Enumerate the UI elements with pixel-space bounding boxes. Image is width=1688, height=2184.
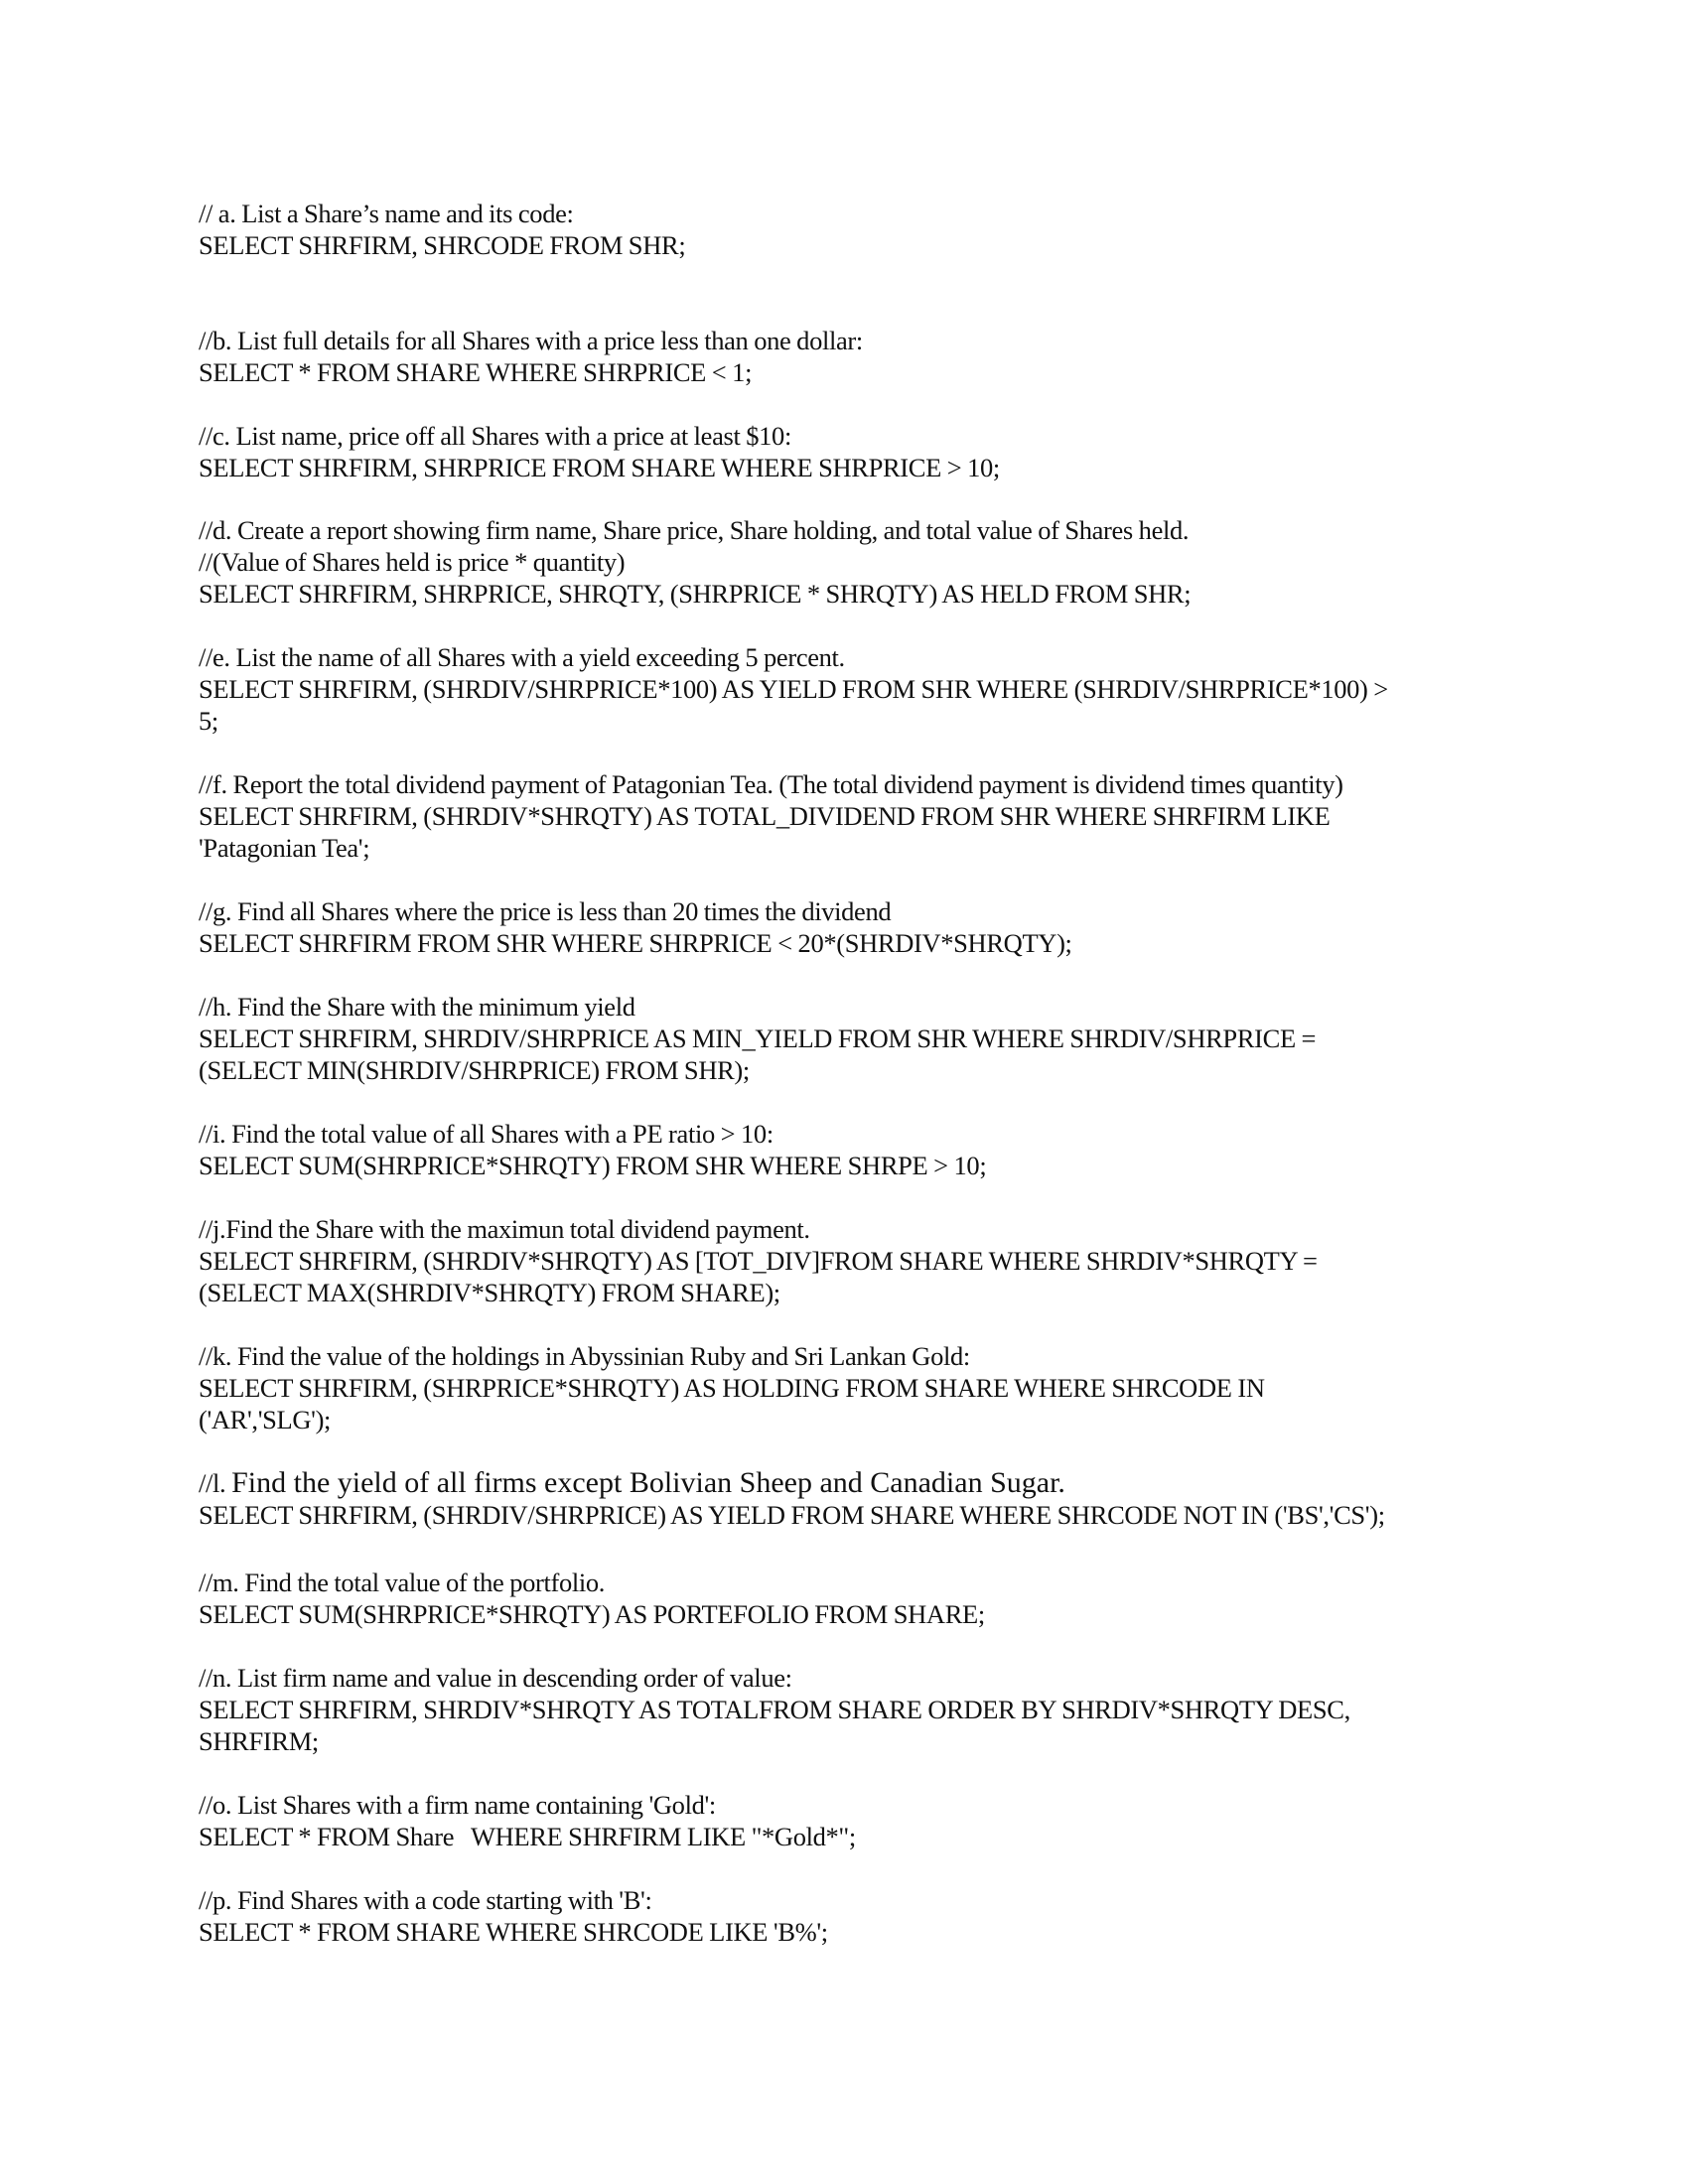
- comment-line: //h. Find the Share with the minimum yield: [199, 992, 635, 1022]
- query-section-a: [199, 198, 1499, 261]
- query-section-f: [199, 768, 1499, 864]
- comment-line: //b. List full details for all Shares with a price less than one dollar:: [199, 326, 863, 355]
- sql-line: SELECT SUM(SHRPRICE*SHRQTY) AS PORTEFOLIO FROM SHARE;: [199, 1599, 985, 1629]
- sql-line: SELECT * FROM Share WHERE SHRFIRM LIKE "*Gold*";: [199, 1822, 856, 1851]
- sql-line: SELECT SHRFIRM, (SHRPRICE*SHRQTY) AS HOLDING FROM SHARE WHERE SHRCODE IN: [199, 1373, 1265, 1403]
- comment-line: [199, 1467, 1499, 1499]
- comment-line: //o. List Shares with a firm name containing 'Gold':: [199, 1790, 716, 1820]
- sql-line: (SELECT MAX(SHRDIV*SHRQTY) FROM SHARE);: [199, 1278, 780, 1307]
- query-section-c: [199, 420, 1499, 483]
- sql-line: SELECT SHRFIRM, (SHRDIV*SHRQTY) AS [TOT_DIV]FROM SHARE WHERE SHRDIV*SHRQTY =: [199, 1246, 1318, 1276]
- sql-line: ('AR','SLG');: [199, 1405, 332, 1434]
- query-section-i: [199, 1118, 1499, 1181]
- sql-line: SELECT SHRFIRM FROM SHR WHERE SHRPRICE < 20*(SHRDIV*SHRQTY);: [199, 928, 1072, 958]
- sql-line: SELECT SHRFIRM, SHRDIV/SHRPRICE AS MIN_YIELD FROM SHR WHERE SHRDIV/SHRPRICE =: [199, 1024, 1317, 1053]
- comment-prefix: //l.: [199, 1468, 232, 1498]
- comment-line: //e. List the name of all Shares with a yield exceeding 5 percent.: [199, 642, 845, 672]
- sql-line: 5;: [199, 706, 218, 736]
- query-section-m: [199, 1567, 1499, 1630]
- sql-line: SELECT SHRFIRM, SHRCODE FROM SHR;: [199, 230, 686, 260]
- comment-line: //(Value of Shares held is price * quantity): [199, 547, 626, 577]
- sql-line: SELECT * FROM SHARE WHERE SHRPRICE < 1;: [199, 357, 753, 387]
- query-section-k: [199, 1340, 1499, 1435]
- sql-line: SELECT SHRFIRM, SHRDIV*SHRQTY AS TOTALFROM SHARE ORDER BY SHRDIV*SHRQTY DESC,: [199, 1695, 1350, 1724]
- sql-line: (SELECT MIN(SHRDIV/SHRPRICE) FROM SHR);: [199, 1055, 750, 1085]
- query-section-n: [199, 1662, 1499, 1757]
- query-section-p: [199, 1884, 1499, 1948]
- query-section-l: [199, 1467, 1499, 1531]
- query-section-h: [199, 991, 1499, 1086]
- sql-line: SELECT SHRFIRM, (SHRDIV*SHRQTY) AS TOTAL_DIVIDEND FROM SHR WHERE SHRFIRM LIKE: [199, 801, 1331, 831]
- sql-line: SELECT SHRFIRM, SHRPRICE, SHRQTY, (SHRPRICE * SHRQTY) AS HELD FROM SHR;: [199, 579, 1192, 609]
- comment-line: // a. List a Share’s name and its code:: [199, 199, 574, 228]
- comment-line: //k. Find the value of the holdings in Abyssinian Ruby and Sri Lankan Gold:: [199, 1341, 970, 1371]
- sql-line: SELECT * FROM SHARE WHERE SHRCODE LIKE 'B%';: [199, 1917, 828, 1947]
- comment-line: //g. Find all Shares where the price is less than 20 times the dividend: [199, 896, 892, 926]
- query-section-b: [199, 325, 1499, 388]
- comment-line: //n. List firm name and value in descending order of value:: [199, 1663, 792, 1693]
- sql-line: SELECT SHRFIRM, (SHRDIV/SHRPRICE*100) AS YIELD FROM SHR WHERE (SHRDIV/SHRPRICE*100) >: [199, 674, 1388, 704]
- query-section-o: [199, 1789, 1499, 1852]
- comment-heading: Find the yield of all firms except Bolivian Sheep and Canadian Sugar.: [231, 1466, 1065, 1499]
- comment-line: //i. Find the total value of all Shares with a PE ratio > 10:: [199, 1119, 774, 1149]
- comment-line: //j.Find the Share with the maximun total dividend payment.: [199, 1214, 810, 1244]
- query-section-e: [199, 641, 1499, 737]
- query-section-j: [199, 1213, 1499, 1308]
- sql-line: SHRFIRM;: [199, 1726, 319, 1756]
- sql-line: SELECT SUM(SHRPRICE*SHRQTY) FROM SHR WHERE SHRPE > 10;: [199, 1151, 987, 1180]
- comment-line: //m. Find the total value of the portfolio.: [199, 1568, 606, 1597]
- comment-line: //d. Create a report showing firm name, Share price, Share holding, and total value of Shares held.: [199, 515, 1190, 545]
- comment-line: //f. Report the total dividend payment of Patagonian Tea. (The total dividend payment is dividend times quantity): [199, 769, 1343, 799]
- sql-line: 'Patagonian Tea';: [199, 833, 370, 863]
- sql-line: SELECT SHRFIRM, (SHRDIV/SHRPRICE) AS YIELD FROM SHARE WHERE SHRCODE NOT IN ('BS','CS');: [199, 1500, 1385, 1530]
- comment-line: //c. List name, price off all Shares with a price at least $10:: [199, 421, 791, 451]
- sql-line: SELECT SHRFIRM, SHRPRICE FROM SHARE WHERE SHRPRICE > 10;: [199, 453, 1000, 482]
- comment-line: //p. Find Shares with a code starting with 'B':: [199, 1885, 652, 1915]
- query-section-g: [199, 895, 1499, 959]
- query-section-d: [199, 514, 1499, 610]
